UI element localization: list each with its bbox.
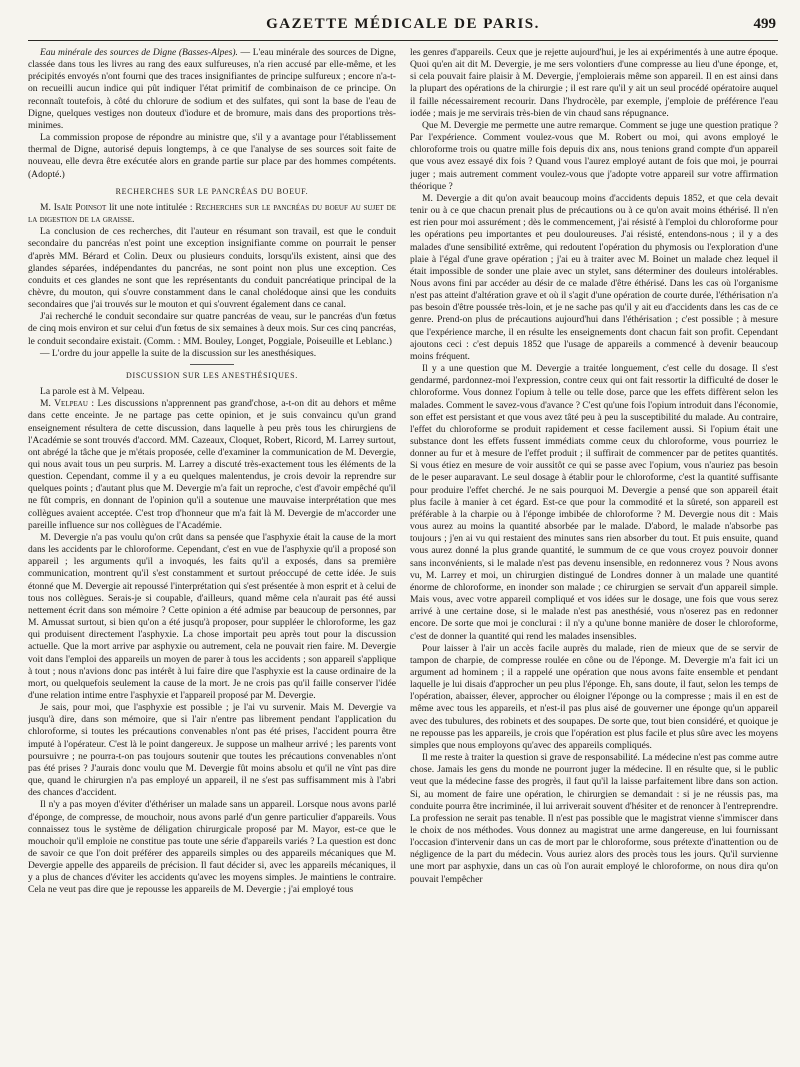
article-title-digne: Eau minérale des sources de Digne (Basses-Alpes). [40,47,238,58]
section-heading-pancreas: RECHERCHES SUR LE PANCRÉAS DU BOEUF. [115,186,309,196]
paragraph: M. Devergie n'a pas voulu qu'on crût dans sa pensée que l'asphyxie était la cause de la mort dans les accidents par le chloroforme. Cependant, c'est en vue de l'asphyxie qu'il a proposé son appareil ; les arguments qu'il a invoqués, les faits qu'il a exposés, dans sa première communication, montrent qu'il s'est constamment et surtout préoccupé de cette idée. Je suis étonné que M. Devergie ait repoussé l'interprétation qui s'est présentée à mon esprit et à celui de tous nos collègues. Serais-je si coupable, d'ailleurs, quand même cela n'aurait pas été aussi nettement écrit dans son mémoire ? Cette opinion a été admise par beaucoup de personnes, par M. Amussat surtout, si bien qu'on a été jusqu'à proposer, pour suppléer le chloroforme, les gaz qui produisent directement l'asphyxie. La chose importait peu après tout pour la discussion actuelle. Que la mort arrive par asphyxie ou autrement, cela ne pouvait rien faire. M. Devergie voit dans l'emploi des appareils un moyen de parer à tous les accidents ; son appareil s'applique à tout ; nous n'avions donc pas intérêt à lui faire dire que l'asphyxie est la cause ordinaire de la mort, ou quelquefois seulement la cause de la mort. Je ne crois pas qu'il faille conserver l'idée d'une relation intime entre l'asphyxie et l'appareil proposé par M. Devergie. [28,531,396,701]
paragraph: Il n'y a pas moyen d'éviter d'éthériser un malade sans un appareil. Lorsque nous avons parlé d'éponge, de compresse, de mouchoir, nous avons parlé d'un genre particulier d'appareils. Vous connaissez tous le système de déligation chirurgicale proposé par M. Mayor, est-ce que le mouchoir qu'il emploie ne constitue pas toute une série d'appareils variés ? La question est donc de savoir ce que l'on doit préférer des appareils simples ou des appareils mécaniques que M. Devergie appelle des appareils de précision. Il faut décider si, avec les appareils mécaniques, il y a plus de chances d'éviter les accidents qu'avec les moyens simples. Je maintiens le contraire. Cela ne veut pas dire que je repousse les appareils de M. Devergie ; j'ai employé tous [28,799,396,896]
paragraph-text: lit une note intitulée : [106,201,196,213]
note-title: Recherches sur le pancréas du boeuf au sujet de la digestion de la graisse. [28,201,396,226]
paragraph: Il me reste à traiter la question si grave de responsabilité. La médecine n'est pas comme autre chose. Jamais les gens du monde ne pourront juger la médecine. Il en résulte que, si le public veut que la médecine fasse des progrès, il faut qu'il la laisse parfaitement libre dans son action. Si, au moment de faire une opération, le chirurgien se demandait : si je ne réussis pas, ma conduite pourra être incriminée, il lui arriverait souvent d'hésiter et de renoncer à l'entreprendre. La profession ne serait pas tenable. Il n'est pas possible que le magistrat vienne s'immiscer dans le choix de nos méthodes. Vous donnez au magistrat une arme dangereuse, en lui fournissant l'occasion d'intervenir dans un cas de mort par le chloroforme, sous prétexte d'inattention ou de négligence de la part du médecin. Vous auriez alors des procès tous les jours. Qu'il survienne une mort par asphyxie, dans un cas où l'on aurait employé le chloroforme, on nous dira qu'on pouvait l'empêcher [410,752,778,885]
journal-title: GAZETTE MÉDICALE DE PARIS. [266,16,540,32]
paragraph: M. Devergie a dit qu'on avait beaucoup moins d'accidents depuis 1852, et que cela devait tenir ou à ce que chacun prenait plus de précautions ou à ce qu'on avait moins éthérisé. Il n'en est rien pour moi assurément ; dès le commencement, j'ai résisté à l'emploi du chloroforme pour les opérations peu importantes et peu douloureuses. J'ai résisté, entendons-nous ; il y a des malades d'une sensibilité extrême, qui redoutent l'opération du phymosis ou l'exploration d'une plaie à l'égal d'une grave opération ; j'ai eu à traiter avec M. Boinet un malade chez lequel il était impossible de sonder une plaie avec un stylet, sans déterminer des douleurs intolérables. Nous avons fini par accéder au désir de ce malade d'être éthérisé. Dans les cas où l'organisme n'est pas atteint d'altération grave et où il s'agit d'une opération de courte durée, l'éthérisation n'a pas besoin d'être poussée très-loin, et je ne sache pas qu'il y ait eu d'accidents dans les cas de ce genre. Prend-on plus de précautions aujourd'hui dans l'éthérisation ; c'est possible ; à mesure que l'expérience marche, il en résulte les enseignements dont chacun fait son profit. Cependant ajoutons ceci : c'est depuis 1852 que l'usage de appareils a commencé à devenir beaucoup moins fréquent. [410,192,778,362]
paragraph-text: — L'eau minérale des sources de Digne, classée dans tous les livres au rang des eaux sulfureuses, n'a rien accusé par elle-même, et les précipités envoyés n'ont fourni que des traces insignifiantes de principe sulfureux ; encore n'a-t-on recueilli aucun indice qui pût indiquer l'état primitif de combinaison de ce principe. On reconnaît toutefois, à côté du chlorure de sodium et des sulfates, qui sont la base de l'eau de Digne, quelques vestiges non douteux d'iodure et de bromure, mais dans des proportions très-minimes. [28,47,396,131]
speaker-name: M. Velpeau [40,398,88,410]
paragraph: Je sais, pour moi, que l'asphyxie est possible ; je l'ai vu survenir. Mais M. Devergie va jusqu'à dire, dans son mémoire, que si l'air n'entre pas librement pendant l'application du chloroforme, si toutes les précautions convenables n'ont pas été prises, l'accident pourra être imputé à l'opérateur. C'est là le point dangereux. Je suppose un malheur arrivé ; les parents vont poursuivre ; ne pourra-t-on pas toujours soutenir que toutes les précautions convenables n'ont pas été prises ? J'aurais donc voulu que M. Devergie fût moins absolu et qu'il ne vînt pas dire que, quand le chirurgien n'a pas employé un appareil, il ne s'est pas suffisamment mis à l'abri des chances d'accident. [28,702,396,799]
paragraph-velpeau [28,398,396,532]
two-column-body [28,47,778,1062]
page-header [28,10,778,41]
section-heading-anesthesiques: DISCUSSION SUR LES ANESTHÉSIQUES. [125,370,298,380]
divider [190,364,234,365]
paragraph-eau-minerale [28,47,396,132]
paragraph-poinsot [28,202,396,226]
paragraph-text: : Les discussions n'apprennent pas grand'chose, a-t-on dit au dehors et même dans cette enceinte. Je ne partage pas cette opinion, et je suis convaincu qu'un grand enseignement résultera de cette discussion, dans laquelle à peu près tous les chirurgiens de l'Académie se sont trouvés d'accord. MM. Cazeaux, Cloquet, Robert, Ricord, M. Larrey surtout, ont abrégé la tâche que je m'étais proposée, celle d'examiner la communication de M. Devergie, qui nous avait tous un peu surpris. M. Larrey a discuté très-exactement tous les éléments de la question. Cependant, comme il y a eu quelques malentendus, je crois devoir la reprendre sur quelques points ; d'autant plus que M. Devergie m'a fait un reproche, c'est d'avoir empêché qu'il ne fût compris, en donnant de l'opinion qu'il a soutenue une mauvaise interprétation que mes collègues avaient acceptée. C'est trop d'honneur que m'a fait là M. Devergie de m'accorder une pareille influence sur nos collègues de l'Académie. [28,398,396,531]
paragraph: J'ai recherché le conduit secondaire sur quatre pancréas de veau, sur le pancréas d'un fœtus de cinq mois environ et sur celui d'un fœtus de six semaines à deux mois. Sur ces cinq pancréas, le conduit secondaire existait. (Comm. : MM. Bouley, Longet, Poggiale, Poiseuille et Leblanc.) [28,311,396,347]
speaker-name: M. Isaïe Poinsot [40,201,107,213]
paragraph: les genres d'appareils. Ceux que je rejette aujourd'hui, je les ai expérimentés à une autre époque. Quoi qu'en ait dit M. Devergie, je me sers volontiers d'une compresse au lieu d'une éponge, et, si cela pouvait faire plaisir à M. Devergie, j'emploierais même son appareil. Il en est ainsi dans la plupart des opérations de la chirurgie ; il est rare qu'il y ait un seul procédé opératoire auquel il faille nécessairement recourir. Dans l'hydrocèle, par exemple, j'emploie de préférence l'eau iodée ; mais je me servirais très-bien de vin chaud sans répugnance. [410,47,778,119]
paragraph: La parole est à M. Velpeau. [40,386,145,398]
paragraph: La commission propose de répondre au ministre que, s'il y a avantage pour l'établissement thermal de Digne, autorisé depuis longtemps, à ce que l'analyse de ses sources soit faite de nouveau, elle devra être exécutée alors en grande partie sur place par des hommes compétents. (Adopté.) [28,132,396,180]
paragraph: Pour laisser à l'air un accès facile auprès du malade, rien de mieux que de se servir de tampon de charpie, de compresse roulée en cône ou de l'éponge. M. Devergie m'a fait ici un argument ad hominem ; il a rappelé une opération que nous avons faite ensemble et pendant laquelle je lui disais d'approcher un peu plus l'éponge. Eh, sans doute, il faut, selon les temps de l'opération, abaisser, élever, approcher ou éloigner l'éponge ou la compresse ; mais il en est de même avec tous les appareils, et n'est-il pas plus aisé de gouverner une éponge qu'un appareil avec des tubulures, des robinets et des soupapes. De sorte que, tout bien considéré, et quoique je ne repousse pas les appareils, je crois que l'opération est plus facile et plus sûre avec les moyens simples que nous employons qu'avec des appareils compliqués. [410,642,778,751]
right-column [410,47,778,1062]
left-column [28,47,396,1062]
page-number: 499 [753,16,776,32]
paragraph: La conclusion de ces recherches, dit l'auteur en résumant son travail, est que le conduit secondaire du pancréas n'est point une exception insignifiante comme on pourrait le penser d'après MM. Bérard et Colin. Deux ou plusieurs conduits, lorsqu'ils existent, ainsi que des glandes séparées, indépendantes du pancréas, ne sont point non plus une exception. Ces conduits et ces glandes ne sont que les représentants du conduit pancréatique principal de la chèvre, du mouton, qui s'ouvre constamment dans le canal cholédoque ainsi que les conduits secondaires que j'ai trouvés sur le mouton et qui s'ouvrent également dans ce canal. [28,226,396,311]
paragraph: — L'ordre du jour appelle la suite de la discussion sur les anesthésiques. [40,347,317,359]
paragraph: Que M. Devergie me permette une autre remarque. Comment se juge une question pratique ? Par l'expérience. Comment voulez-vous que M. Robert ou moi, qui avons employé le chloroforme trois ou quatre mille fois depuis dix ans, nous tenions grand compte d'un appareil que vous avez essayé dix fois ? Quand vous l'aurez employé autant de fois que moi, je pourrai juger ; mais autrement comment voulez-vous que j'adopte votre appareil sur votre affirmation théorique ? [410,119,778,192]
paragraph: Il y a une question que M. Devergie a traitée longuement, c'est celle du dosage. Il s'est gendarmé, pardonnez-moi l'expression, contre ceux qui ont fait ressortir la difficulté de doser le chloroforme. Vous donnez l'opium à telle ou telle dose, parce que les effets diffèrent selon les malades. Comment le savez-vous d'avance ? C'est qu'une fois l'opium introduit dans l'économie, son effet est persistant et que vous avez tâté peu à peu la susceptibilité du malade. Au contraire, l'effet du chloroforme se produit rapidement et cesse facilement aussi. Si l'opium était une substance dont les effets fussent immédiats comme ceux du chloroforme, vous pourriez le donner au fur et à mesure de l'effet produit ; il suffirait de commencer par de petites quantités. Si vous étiez en mesure de voir aussitôt ce qui se passe avec l'opium, vous n'auriez pas besoin de le peser auparavant. Le seul dosage à établir pour le chloroforme, c'est la quantité suffisante pour produire l'effet cherché. Je ne sais pourquoi M. Devergie a pensé que son appareil était plus facile à manier à cet égard. Est-ce que pour la commodité et la sûreté, son appareil est préférable à la charpie ou à l'éponge imbibée de chloroforme ? M. Devergie nous dit : Mais vous aurez au moins la quantité absorbée par le malade. D'abord, le malade n'absorbe pas toujours ; j'en ai vu qui restaient des minutes sans rien absorber du tout. Et puis ensuite, quand vous aurez donné la plus grande quantité, le summum de ce que vous croyez pouvoir donner sans inconvénients, si le malade n'est pas devenu insensible, en redonnerez vous ? Nous avons vu, M. Larrey et moi, un chirurgien distingué de Londres donner à un malade une quantité énorme de chloroforme, en inonder son malade ; ce chirurgien se servait d'un appareil simple. Mais vous, avec votre appareil compliqué et vos idées sur le dosage, une fois que vous serez arrivé à une certaine dose, si le malade n'est pas anesthésié, vous n'oserez pas en redonner encore. De sorte que moi je conclurai : il n'y a qu'une bonne manière de doser le chloroforme, c'est de donner la quantité qui rend les malades insensibles. [410,363,778,642]
